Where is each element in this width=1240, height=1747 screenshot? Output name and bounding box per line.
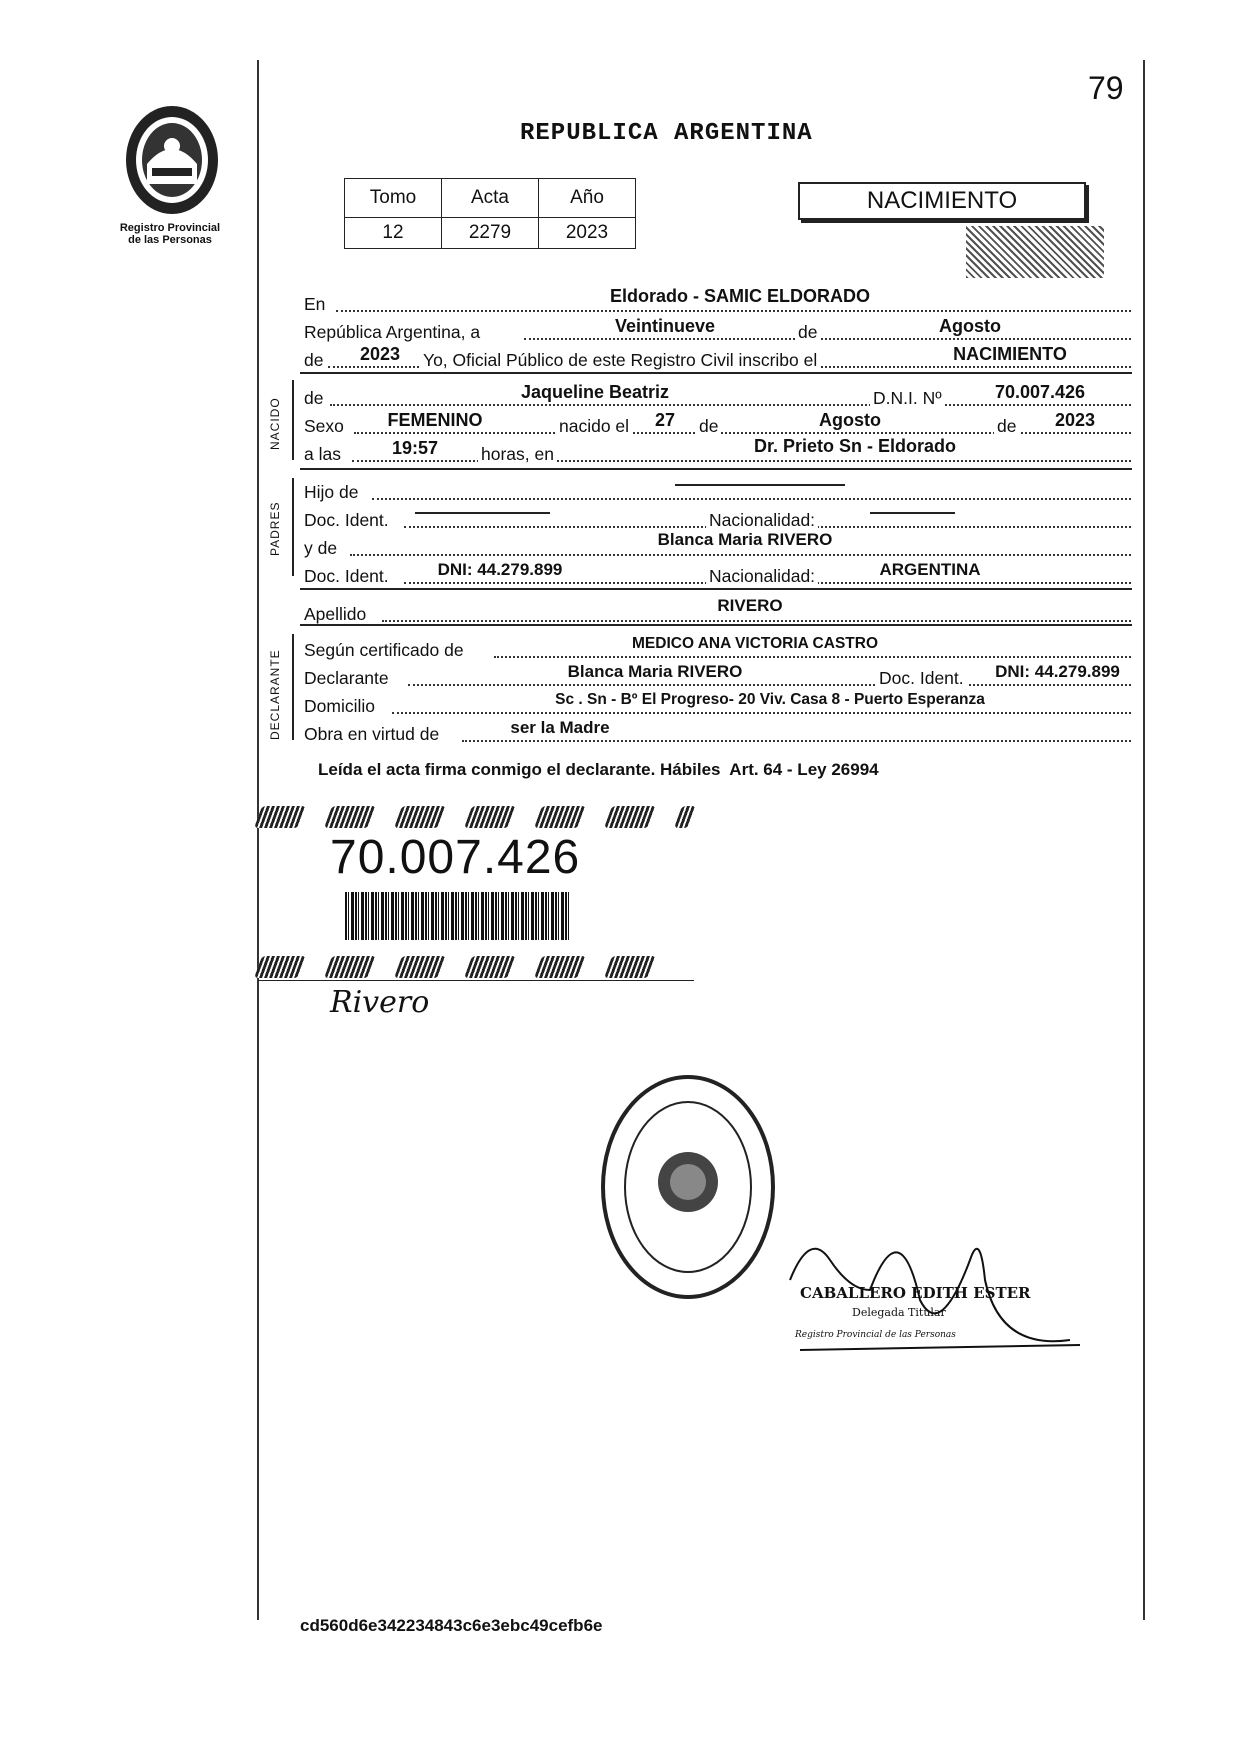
yde-label: y de bbox=[304, 538, 338, 558]
value-anio: 2023 bbox=[539, 218, 636, 249]
apellido-dots bbox=[382, 620, 1131, 622]
closing-text: Leída el acta firma conmigo el declarante. Hábiles Art. 64 - Ley 26994 bbox=[318, 760, 879, 779]
padres-side-label: PADRES bbox=[268, 501, 282, 556]
record-type-box: NACIMIENTO bbox=[798, 182, 1086, 220]
apellido-label: Apellido bbox=[304, 604, 367, 624]
signature-role: Delegada Titular bbox=[852, 1306, 946, 1319]
section-divider-1 bbox=[300, 372, 1132, 374]
province-seal-logo bbox=[122, 104, 222, 222]
decl-doc-value: DNI: 44.279.899 bbox=[995, 662, 1120, 681]
section-divider-3 bbox=[300, 588, 1132, 590]
doc1-label: Doc. Ident. bbox=[304, 510, 389, 530]
hijo-dash bbox=[675, 484, 845, 486]
signature-office: Registro Provincial de las Personas bbox=[795, 1330, 956, 1340]
obra-label: Obra en virtud de bbox=[304, 724, 440, 744]
barcode bbox=[345, 892, 570, 940]
nacido-bracket bbox=[292, 380, 294, 460]
document-title: REPUBLICA ARGENTINA bbox=[520, 120, 813, 147]
stamp-underline bbox=[258, 980, 694, 981]
en-dots bbox=[336, 310, 1131, 312]
certificado-dots bbox=[494, 656, 1131, 658]
alas-label: a las bbox=[304, 444, 341, 464]
dni-value: 70.007.426 bbox=[994, 382, 1086, 402]
section-divider-4 bbox=[300, 624, 1132, 626]
alas-dots bbox=[352, 460, 1131, 462]
decl-doc-label: Doc. Ident. bbox=[876, 668, 967, 688]
inscribo-label: Yo, Oficial Público de este Registro Civil inscribo el bbox=[420, 350, 820, 370]
en-value: Eldorado - SAMIC ELDORADO bbox=[610, 286, 870, 306]
dia-value: Veintinueve bbox=[614, 316, 716, 336]
nac2-label: Nacionalidad: bbox=[706, 566, 818, 586]
doc2-value: DNI: 44.279.899 bbox=[437, 560, 563, 579]
republica-dots bbox=[524, 338, 1131, 340]
hijo-dots bbox=[372, 498, 1131, 500]
value-tomo: 12 bbox=[345, 218, 442, 249]
declarante-bracket bbox=[292, 634, 294, 740]
nacido-anio: 2023 bbox=[1054, 410, 1096, 430]
left-margin-line bbox=[257, 60, 259, 1620]
republica-label: República Argentina, a bbox=[304, 322, 481, 342]
declarante-dots bbox=[408, 684, 1131, 686]
nombre-dots bbox=[330, 404, 1131, 406]
yde-dots bbox=[350, 554, 1131, 556]
mes-value: Agosto bbox=[939, 316, 1001, 336]
value-acta: 2279 bbox=[442, 218, 539, 249]
obra-dots bbox=[462, 740, 1131, 742]
nac1-dash bbox=[870, 512, 955, 514]
header-tomo: Tomo bbox=[345, 179, 442, 218]
apellido-value: RIVERO bbox=[717, 596, 783, 615]
signature-name: CABALLERO EDITH ESTER bbox=[800, 1284, 1031, 1302]
certificado-value: MEDICO ANA VICTORIA CASTRO bbox=[632, 635, 878, 652]
inscribo-value: NACIMIENTO bbox=[953, 344, 1067, 364]
doc1-dash bbox=[415, 512, 550, 514]
nacido-dia: 27 bbox=[654, 410, 676, 430]
record-table bbox=[344, 178, 636, 249]
dni-label: D.N.I. Nº bbox=[870, 388, 945, 408]
declarante-side-label: DECLARANTE bbox=[268, 649, 282, 740]
sexo-label: Sexo bbox=[304, 416, 344, 436]
dni-stamp: 70.007.426 bbox=[330, 831, 581, 884]
hijo-label: Hijo de bbox=[304, 482, 359, 502]
madre-value: Blanca Maria RIVERO bbox=[657, 530, 833, 549]
hora-value: 19:57 bbox=[391, 438, 439, 458]
nac1-label: Nacionalidad: bbox=[706, 510, 818, 530]
domicilio-dots bbox=[392, 712, 1131, 714]
handwritten-surname: Rivero bbox=[330, 985, 430, 1020]
nacido-mes: Agosto bbox=[819, 410, 881, 430]
en-label: En bbox=[304, 294, 326, 314]
nacido-de-label: de bbox=[696, 416, 721, 436]
nacido-de2-label: de bbox=[994, 416, 1019, 436]
doc2-label: Doc. Ident. bbox=[304, 566, 389, 586]
logo-caption: Registro Provincial de las Personas bbox=[119, 222, 221, 246]
section-divider-2 bbox=[300, 468, 1132, 470]
horas-en-label: horas, en bbox=[478, 444, 557, 464]
nacido-el-label: nacido el bbox=[556, 416, 632, 436]
domicilio-label: Domicilio bbox=[304, 696, 375, 716]
de2-label: de bbox=[304, 350, 324, 370]
document-hash: cd560d6e342234843c6e3ebc49cefb6e bbox=[300, 1616, 603, 1635]
header-anio: Año bbox=[539, 179, 636, 218]
nac2-value: ARGENTINA bbox=[879, 560, 981, 579]
anio-value: 2023 bbox=[359, 344, 401, 364]
stamp-pattern-bottom bbox=[258, 956, 678, 983]
certificado-label: Según certificado de bbox=[304, 640, 464, 660]
right-margin-line bbox=[1143, 60, 1145, 1620]
nombre-value: Jaqueline Beatriz bbox=[520, 382, 670, 402]
page-number: 79 bbox=[1088, 70, 1124, 106]
padres-bracket bbox=[292, 478, 294, 576]
lugar-value: Dr. Prieto Sn - Eldorado bbox=[753, 436, 957, 456]
declarante-label: Declarante bbox=[304, 668, 389, 688]
de-label: de bbox=[798, 322, 818, 342]
security-hologram bbox=[966, 226, 1104, 278]
sexo-value: FEMENINO bbox=[387, 410, 483, 430]
domicilio-value: Sc . Sn - Bº El Progreso- 20 Viv. Casa 8 - Puerto Esperanza bbox=[555, 691, 985, 708]
header-acta: Acta bbox=[442, 179, 539, 218]
nacido-side-label: NACIDO bbox=[268, 397, 282, 450]
official-seal bbox=[598, 1072, 778, 1302]
stamp-pattern-top bbox=[258, 806, 718, 833]
declarante-value: Blanca Maria RIVERO bbox=[567, 662, 743, 681]
nombre-label: de bbox=[304, 388, 324, 408]
obra-value: ser la Madre bbox=[510, 718, 610, 737]
